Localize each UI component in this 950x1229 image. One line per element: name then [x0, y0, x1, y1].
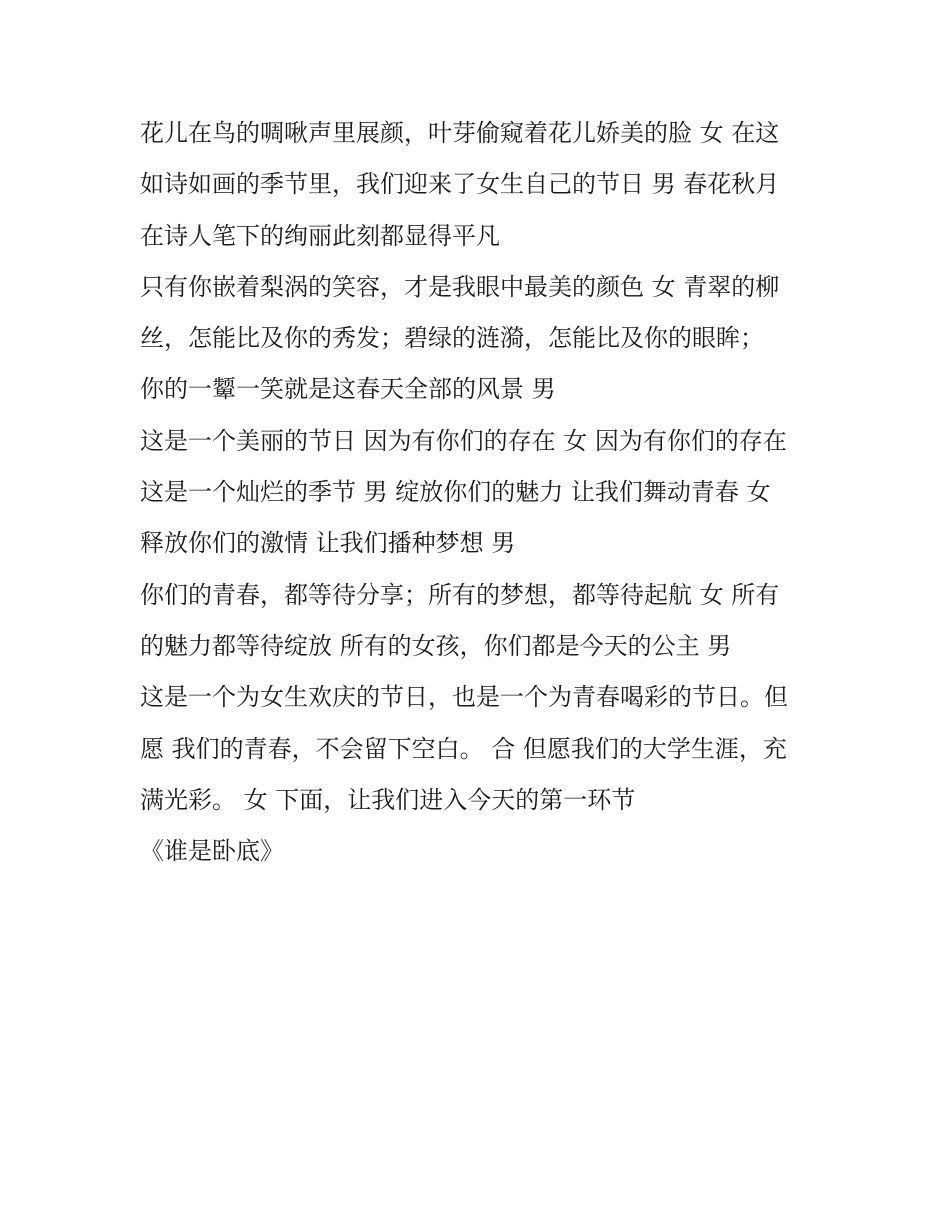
text-line: 你们的青春，都等待分享；所有的梦想，都等待起航 女 所有 — [140, 580, 780, 609]
section-title: 《谁是卧底》 — [140, 837, 284, 866]
text-line: 愿 我们的青春，不会留下空白。 合 但愿我们的大学生涯，充 — [140, 734, 787, 763]
text-line: 的魅力都等待绽放 所有的女孩，你们都是今天的公主 男 — [140, 631, 732, 660]
text-line: 这是一个灿烂的季节 男 绽放你们的魅力 让我们舞动青春 女 — [140, 478, 771, 507]
text-line: 在诗人笔下的绚丽此刻都显得平凡 — [140, 221, 500, 250]
text-line: 你的一颦一笑就是这春天全部的风景 男 — [140, 375, 556, 404]
text-line: 只有你嵌着梨涡的笑容，才是我眼中最美的颜色 女 青翠的柳 — [140, 272, 780, 301]
text-line: 这是一个为女生欢庆的节日，也是一个为青春喝彩的节日。但 — [140, 683, 788, 712]
text-line: 丝，怎能比及你的秀发；碧绿的涟漪，怎能比及你的眼眸； — [140, 324, 764, 353]
text-line: 满光彩。 女 下面，让我们进入今天的第一环节 — [140, 785, 636, 814]
text-line: 释放你们的激情 让我们播种梦想 男 — [140, 529, 516, 558]
text-line: 这是一个美丽的节日 因为有你们的存在 女 因为有你们的存在 — [140, 426, 787, 455]
text-line: 花儿在鸟的啁啾声里展颜，叶芽偷窥着花儿娇美的脸 女 在这 — [140, 119, 780, 147]
text-line: 如诗如画的季节里，我们迎来了女生自己的节日 男 春花秋月 — [140, 170, 780, 199]
document-body — [140, 108, 820, 877]
